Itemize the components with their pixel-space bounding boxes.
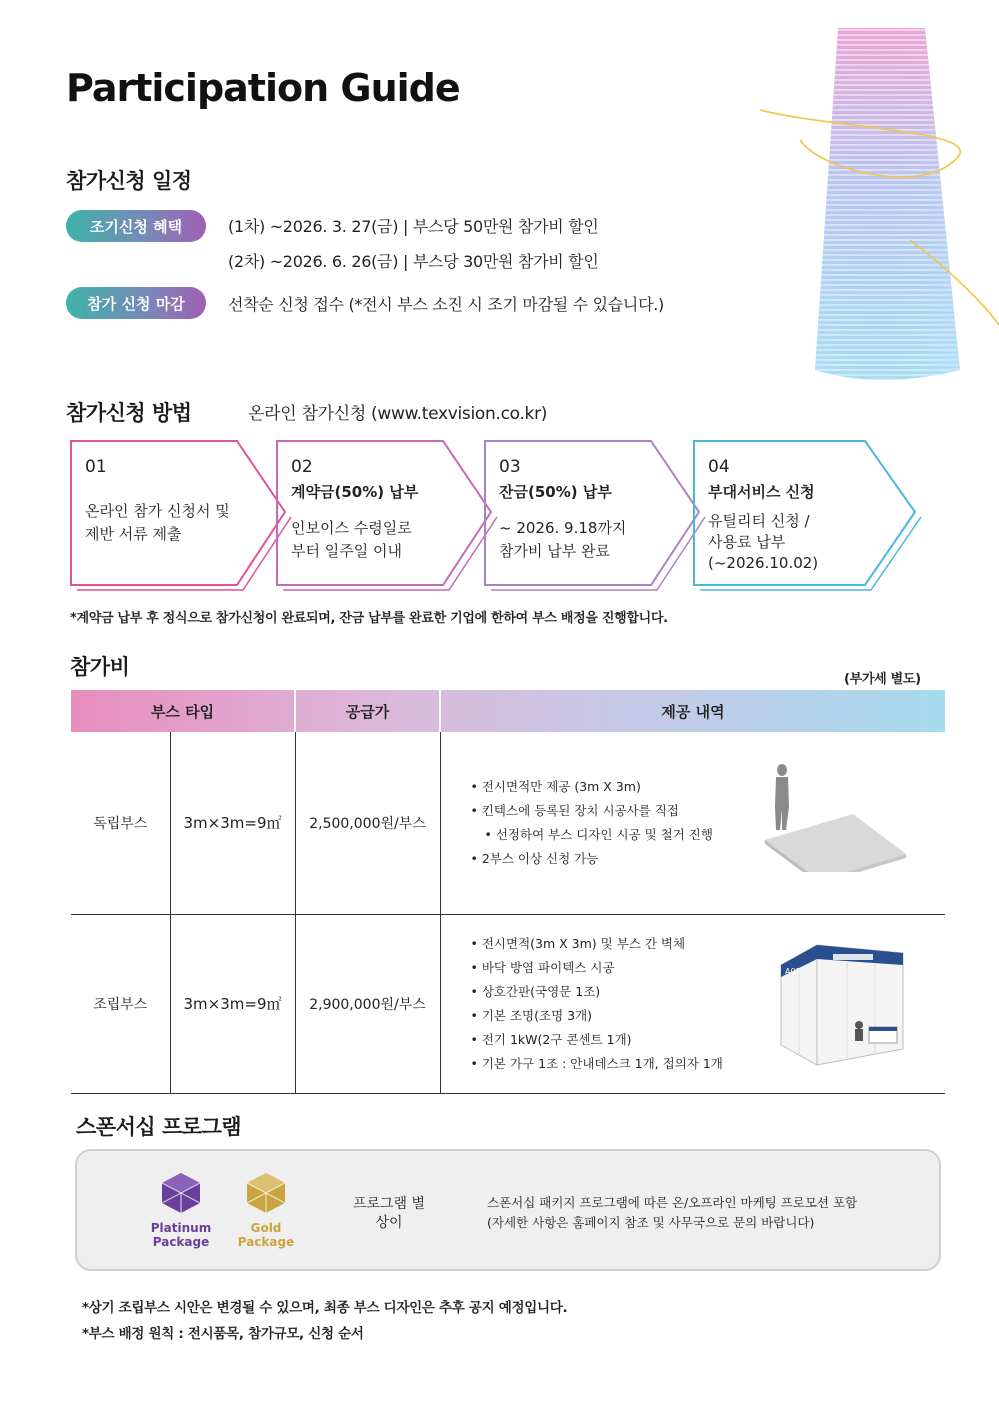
provision-cell <box>440 914 945 1093</box>
step-number: 02 <box>291 457 313 477</box>
space-only-booth-illustration <box>761 762 911 872</box>
sponsorship-heading: 스폰서십 프로그램 <box>76 1115 242 1139</box>
step-body-line: (~2026.10.02) <box>708 554 819 572</box>
footnote: *부스 배정 원칙 : 전시품목, 참가규모, 신청 순서 <box>82 1326 364 1342</box>
table-row <box>71 914 945 1093</box>
platinum-label: Platinum <box>150 1221 212 1235</box>
early-benefit-badge: 조기신청 혜택 <box>66 210 206 242</box>
step-body-line: 인보이스 수령일로 <box>291 519 412 537</box>
program-label-sub: 상이 <box>375 1215 403 1231</box>
booth-sign-label: A01 <box>784 966 801 976</box>
feature-item: • 전기 1kW(2구 콘센트 1개) <box>471 1028 946 1052</box>
page-title: Participation Guide <box>66 66 460 110</box>
platinum-package-icon <box>160 1171 202 1215</box>
col-provision: 제공 내역 <box>661 702 725 721</box>
feature-item: • 기본 가구 1조 : 안내데스크 1개, 접의자 1개 <box>471 1052 946 1076</box>
step-04 <box>690 437 918 592</box>
decorative-column-graphic <box>760 20 999 400</box>
sponsorship-box <box>75 1149 941 1271</box>
online-apply-text: 온라인 참가신청 (www.texvision.co.kr) <box>248 404 548 424</box>
feature-item: • 전시면적만 제공 (3m X 3m) <box>471 775 946 799</box>
step-body-line: 온라인 참가 신청서 및 <box>85 502 230 520</box>
booth-price-cell: 2,900,000원/부스 <box>295 914 440 1093</box>
program-label: 프로그램 별 <box>352 1196 426 1212</box>
early-round-2: (2차) ~2026. 6. 26(금) | 부스당 30만원 참가비 할인 <box>228 252 599 271</box>
booth-size-cell: 3m×3m=9㎡ <box>170 732 295 914</box>
step-01 <box>67 437 295 592</box>
provision-cell <box>440 732 945 914</box>
step-head: 잔금(50%) 납부 <box>499 483 612 501</box>
step-number: 01 <box>85 457 107 477</box>
step-body-line: 사용료 납부 <box>708 533 786 551</box>
method-note: *계약금 납부 후 정식으로 참가신청이 완료되며, 잔금 납부를 완료한 기업에 한하여 부스 배정을 진행합니다. <box>70 611 668 626</box>
feature-item: • 킨텍스에 등록된 장치 시공사를 직접 <box>471 799 946 823</box>
deadline-text: 선착순 신청 접수 (*전시 부스 소진 시 조기 마감될 수 있습니다.) <box>228 295 664 314</box>
feature-item: • 바닥 방염 파이텍스 시공 <box>471 956 946 980</box>
feature-item: • 상호간판(국영문 1조) <box>471 980 946 1004</box>
step-body-line: ~ 2026. 9.18까지 <box>499 519 627 537</box>
step-number: 04 <box>708 457 730 477</box>
sponsorship-desc-sub: (자세한 사항은 홈페이지 참조 및 사무국으로 문의 바랍니다) <box>487 1215 815 1230</box>
feature-item: • 전시면적(3m X 3m) 및 부스 간 벽체 <box>471 932 946 956</box>
step-head: 계약금(50%) 납부 <box>291 483 419 501</box>
fee-table <box>71 690 945 1094</box>
platinum-label-sub: Package <box>152 1235 210 1249</box>
footnote: *상기 조립부스 시안은 변경될 수 있으며, 최종 부스 디자인은 추후 공지 예정입니다. <box>82 1300 568 1316</box>
step-02 <box>273 437 501 592</box>
table-row <box>71 732 945 914</box>
deadline-badge: 참가 신청 마감 <box>66 287 206 319</box>
step-body-line: 유틸리티 신청 / <box>708 512 810 530</box>
gold-label-sub: Package <box>237 1235 295 1249</box>
gold-label: Gold <box>250 1221 282 1235</box>
shell-scheme-booth-illustration <box>777 941 907 1071</box>
method-heading: 참가신청 방법 <box>66 401 192 425</box>
step-body-line: 제반 서류 제출 <box>85 525 182 543</box>
step-body-line: 참가비 납부 완료 <box>499 542 610 560</box>
booth-type-cell: 독립부스 <box>71 732 170 914</box>
feature-item: • 2부스 이상 신청 가능 <box>471 847 946 871</box>
feature-item: • 기본 조명(조명 3개) <box>471 1004 946 1028</box>
gold-package-icon <box>245 1171 287 1215</box>
col-price: 공급가 <box>295 690 440 732</box>
feature-item: • 선정하여 부스 디자인 시공 및 철거 진행 <box>471 823 946 847</box>
step-head: 부대서비스 신청 <box>708 483 815 501</box>
step-03 <box>481 437 709 592</box>
schedule-heading: 참가신청 일정 <box>66 169 192 193</box>
fee-heading: 참가비 <box>70 655 130 679</box>
booth-size-cell: 3m×3m=9㎡ <box>170 914 295 1093</box>
col-booth-type: 부스 타입 <box>71 690 295 732</box>
step-body-line: 부터 일주일 이내 <box>291 542 402 560</box>
step-number: 03 <box>499 457 521 477</box>
early-round-1: (1차) ~2026. 3. 27(금) | 부스당 50만원 참가비 할인 <box>228 217 599 236</box>
booth-price-cell: 2,500,000원/부스 <box>295 732 440 914</box>
vat-note: (부가세 별도) <box>844 672 921 687</box>
booth-type-cell: 조립부스 <box>71 914 170 1093</box>
sponsorship-desc: 스폰서십 패키지 프로그램에 따른 온/오프라인 마케팅 프로모션 포함 <box>487 1195 858 1210</box>
